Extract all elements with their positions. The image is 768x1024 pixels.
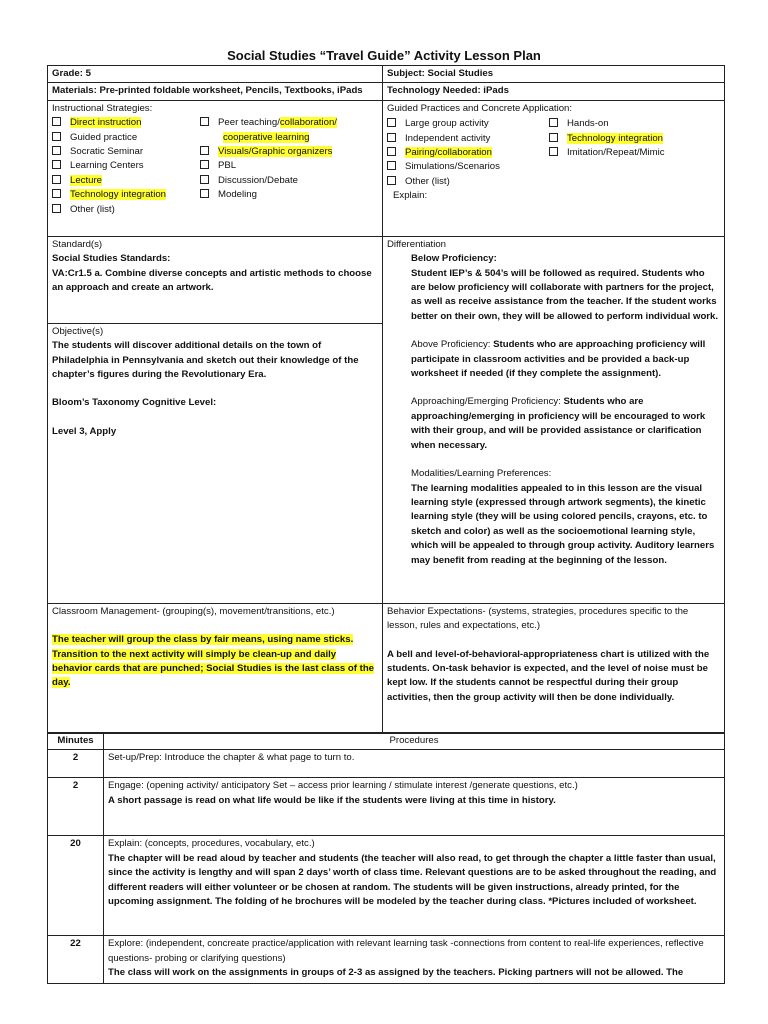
standards-text: VA:Cr1.5 a. Combine diverse concepts and artistic methods to choose an approach and create an artwork. [52,267,372,294]
guided-option: Simulations/Scenarios [405,161,500,173]
procedure-text: The chapter will be read aloud by teacher and students (the teacher will also read, to get through the chapter a little faster than usual, since the activity is lengthy and will span 2 days’ worth of class time. Relevant questions are to be asked throughout the reading, and different readers will either volunteer or be chosen at random. The students will be given instructions, already printed, for the upcoming assignment. The folding of he brochures will be modeled by the teacher during class. *Pictures included of worksheet. [108,852,717,908]
procedure-title: Explain: (concepts, procedures, vocabulary, etc.) [108,838,315,850]
minutes-header: Minutes [48,733,104,750]
standards-heading: Standard(s) [52,238,103,250]
explain-label: Explain: [393,190,428,202]
modalities-heading: Modalities/Learning Preferences: [411,468,552,480]
strategies-heading: Instructional Strategies: [52,102,153,114]
procedure-minutes: 22 [48,936,104,984]
checkbox[interactable] [387,147,396,156]
approaching-proficiency-label: Approaching/Emerging Proficiency: [411,396,561,408]
procedure-title: Explore: (independent, concreate practice/application with relevant learning task -connections from content to real-life experiences, reflective questions- probing or clarifying questions) [108,938,704,964]
above-proficiency-text [411,338,720,381]
procedure-text: The class will work on the assignments in groups of 2-3 as assigned by the teachers. Picking partners will not be allowed. The [108,967,684,979]
procedure-row [48,836,725,936]
document-title: Social Studies “Travel Guide” Activity Lesson Plan [227,48,541,63]
checkbox[interactable] [387,118,396,127]
strategy-option: Learning Centers [70,160,144,172]
procedure-minutes: 2 [48,778,104,836]
classroom-management-cell [48,603,383,733]
guided-practices-cell [383,100,725,236]
instructional-strategies-cell [48,100,383,236]
approaching-proficiency-text [411,395,720,453]
above-proficiency-body: Students who are approaching proficiency will participate in classroom activities and be provided a back-up worksheet if needed (if they complete the assignment). [411,339,706,380]
checkbox[interactable] [549,133,558,142]
guided-option: Pairing/collaboration [405,147,492,159]
management-text: The teacher will group the class by fair means, using name sticks. Transition to the next activity will simply be clean-up and daily behavior cards that are punched; Social Studies is the last class of the day. [52,634,375,689]
checkbox[interactable] [200,160,209,169]
behavior-expectations-cell [383,603,725,733]
below-proficiency-text: Student IEP’s & 504’s will be followed as required. Students who are below proficiency will collaborate with partners for the project, as well as receive assistance from the teacher. If the student works better on their own, they will be allowed to perform individual work. [411,267,719,322]
checkbox[interactable] [549,147,558,156]
procedure-minutes: 2 [48,750,104,778]
procedure-minutes: 20 [48,836,104,936]
below-proficiency-heading: Below Proficiency: [411,253,497,265]
strategy-option: Peer teaching/ [218,117,280,129]
above-proficiency-label: Above Proficiency: [411,339,491,351]
strategy-option: Direct instruction [70,117,142,129]
strategy-option: Modeling [218,189,257,201]
procedure-title: Set-up/Prep: Introduce the chapter & what page to turn to. [108,752,355,764]
guided-option: Independent activity [405,132,491,144]
checkbox[interactable] [52,160,61,169]
behavior-heading: Behavior Expectations- (systems, strategies, procedures specific to the lesson, rules and expectations, etc.) [387,605,689,632]
checkbox[interactable] [549,118,558,127]
management-heading: Classroom Management- (grouping(s), movement/transitions, etc.) [52,605,335,617]
materials-cell: Materials: Pre-printed foldable worksheet, Pencils, Textbooks, iPads [48,83,383,100]
checkbox[interactable] [52,175,61,184]
lesson-plan-table [47,65,725,734]
guided-option: Large group activity [405,118,489,130]
strategy-option: Lecture [70,174,102,186]
objectives-heading: Objective(s) [52,325,104,337]
strategy-option: Discussion/Debate [218,174,298,186]
behavior-text: A bell and level-of-behavioral-appropriateness chart is utilized with the students. On-task behavior is expected, and the level of noise must be kept low. If the students cannot be respectful during their group activities, then the group activity will then be done individually. [387,648,710,703]
guided-option: Imitation/Repeat/Mimic [567,147,665,159]
checkbox[interactable] [52,204,61,213]
guided-option: Technology integration [567,132,664,144]
objectives-text: The students will discover additional details on the town of Philadelphia in Pennsylvania and sketch out their knowledge of the chapter’s figures during the Revolutionary Era. [52,340,359,381]
checkbox[interactable] [387,133,396,142]
checkbox[interactable] [200,175,209,184]
checkbox[interactable] [52,117,61,126]
checkbox[interactable] [387,161,396,170]
standards-subheading: Social Studies Standards: [52,253,171,265]
objectives-cell [48,323,383,603]
procedure-title: Engage: (opening activity/ anticipatory Set – access prior learning / stimulate interest /generate questions, etc.) [108,780,578,792]
strategy-option: Visuals/Graphic organizers [218,146,333,158]
strategy-option: Guided practice [70,131,138,143]
technology-cell: Technology Needed: iPads [383,83,725,100]
procedures-table [47,732,725,984]
strategy-option: Other (list) [70,203,115,215]
checkbox[interactable] [52,132,61,141]
differentiation-cell [383,236,725,603]
strategy-option: PBL [218,160,237,172]
procedure-text: A short passage is read on what life would be like if the students were living at this time in history. [108,794,556,806]
modalities-text: The learning modalities appealed to in this lesson are the visual learning style (expressed through artwork segments), the kinetic learning style (they will be using colored pencils, crayons, etc. to sketch and color) as well as the socioemotional learning style, which will be appealed to through group activity. Auditory learners may benefit from reading at the beginning of the lesson. [411,482,715,566]
guided-option: Hands-on [567,118,609,130]
bloom-heading: Bloom’s Taxonomy Cognitive Level: [52,397,217,409]
bloom-level: Level 3, Apply [52,425,117,437]
checkbox[interactable] [52,146,61,155]
strategy-option: Technology integration [70,189,167,201]
procedure-row [48,936,725,984]
checkbox[interactable] [387,176,396,185]
procedure-row [48,750,725,778]
strategy-option: Socratic Seminar [70,146,144,158]
standards-cell [48,236,383,323]
procedure-row [48,778,725,836]
guided-heading: Guided Practices and Concrete Application: [387,102,573,114]
checkbox[interactable] [200,117,209,126]
differentiation-heading: Differentiation [387,238,447,250]
checkbox[interactable] [200,146,209,155]
strategy-option: collaboration/ [279,117,337,129]
approaching-proficiency-body: Students who are approaching/emerging in proficiency will be encouraged to work with their group, and will be provided assistance or clarification when necessary. [411,396,706,451]
guided-option: Other (list) [405,175,450,187]
subject-cell: Subject: Social Studies [383,66,725,83]
strategy-option: cooperative learning [223,131,310,143]
checkbox[interactable] [200,189,209,198]
grade-cell: Grade: 5 [48,66,383,83]
procedures-header: Procedures [104,733,725,750]
checkbox[interactable] [52,189,61,198]
